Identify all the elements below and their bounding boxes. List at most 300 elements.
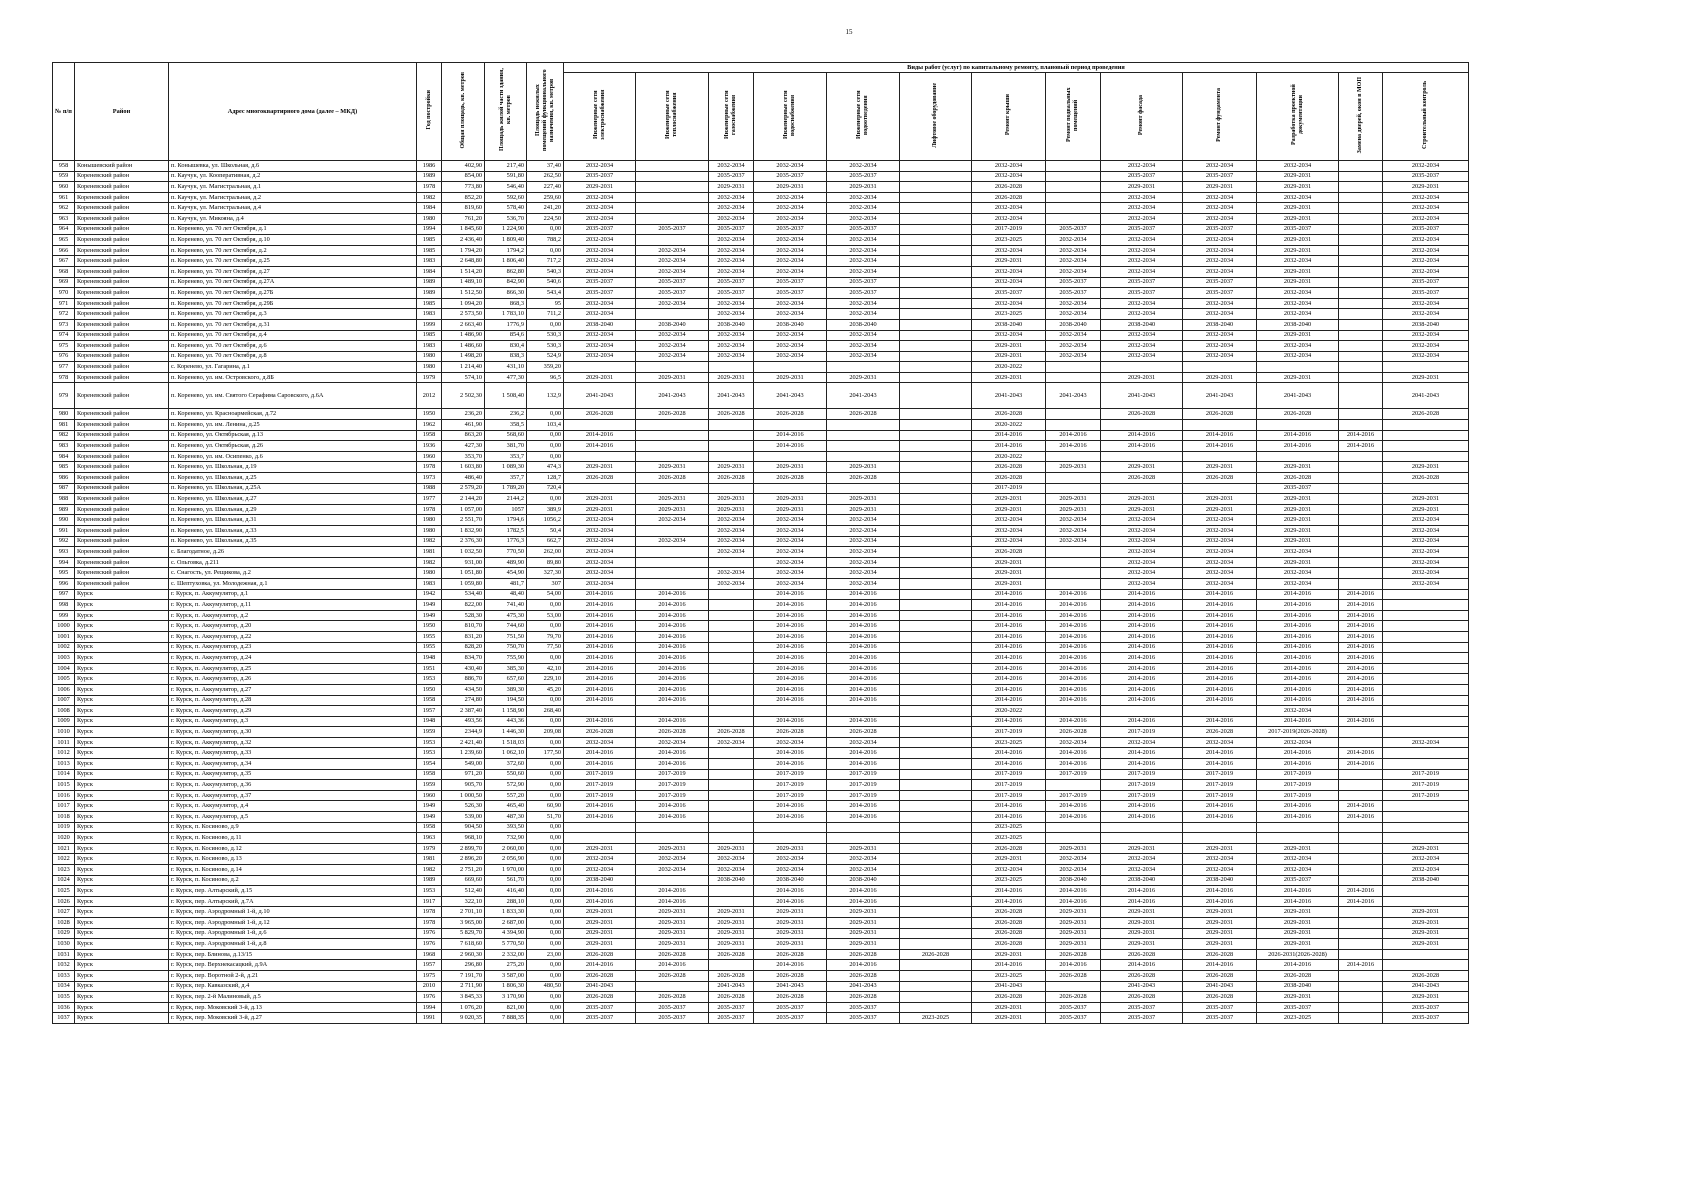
cell-work-period — [900, 769, 972, 780]
cell-area-total: 526,30 — [442, 801, 485, 812]
cell-work-period: 2035-2037 — [636, 288, 709, 299]
cell-work-period: 2035-2037 — [1257, 1002, 1339, 1013]
cell-area-nonliving: 0,00 — [527, 917, 564, 928]
col-header-work: Инженерные сети водоснабжения — [754, 73, 827, 161]
cell-work-period — [709, 769, 754, 780]
cell-area-living: 1 062,10 — [485, 748, 527, 759]
cell-work-period: 2035-2037 — [972, 288, 1046, 299]
cell-work-period — [1339, 833, 1383, 844]
cell-area-nonliving: 0,00 — [527, 939, 564, 950]
cell-work-period — [636, 441, 709, 452]
cell-work-period: 2032-2034 — [827, 536, 900, 547]
cell-work-period: 2014-2016 — [1046, 759, 1101, 770]
cell-work-period: 2014-2016 — [827, 642, 900, 653]
cell-work-period: 2017-2019 — [1257, 780, 1339, 791]
cell-work-period: 2032-2034 — [827, 854, 900, 865]
cell-work-period: 2026-2028 — [1183, 409, 1257, 420]
cell-work-period: 2035-2037 — [564, 171, 636, 182]
cell-num: 1002 — [53, 642, 75, 653]
cell-year: 1949 — [417, 812, 442, 823]
cell-work-period — [900, 568, 972, 579]
cell-work-period: 2029-2031 — [827, 907, 900, 918]
cell-work-period: 2032-2034 — [1383, 256, 1469, 267]
cell-work-period: 2014-2016 — [1339, 896, 1383, 907]
cell-work-period — [1383, 833, 1469, 844]
cell-area-total: 1 512,50 — [442, 288, 485, 299]
cell-work-period: 2014-2016 — [1339, 886, 1383, 897]
cell-area-nonliving: 0,00 — [527, 970, 564, 981]
cell-work-period: 2032-2034 — [827, 351, 900, 362]
cell-work-period: 2014-2016 — [1257, 695, 1339, 706]
cell-district: Кореневский район — [75, 515, 169, 526]
cell-area-total: 7 618,60 — [442, 939, 485, 950]
cell-work-period: 2032-2034 — [1046, 854, 1101, 865]
cell-area-nonliving: 0,00 — [527, 992, 564, 1003]
cell-work-period: 2026-2028 — [709, 992, 754, 1003]
cell-num: 990 — [53, 515, 75, 526]
cell-work-period: 2014-2016 — [636, 886, 709, 897]
cell-work-period: 2029-2031 — [636, 372, 709, 383]
cell-work-period: 2035-2037 — [564, 1002, 636, 1013]
cell-work-period: 2035-2037 — [1101, 288, 1183, 299]
col-header-work: Разработка проектной документации — [1257, 73, 1339, 161]
cell-work-period — [754, 451, 827, 462]
cell-area-total: 2 421,40 — [442, 737, 485, 748]
cell-work-period: 2032-2034 — [709, 330, 754, 341]
cell-area-nonliving: 717,2 — [527, 256, 564, 267]
cell-area-total: 3 845,33 — [442, 992, 485, 1003]
cell-year: 1950 — [417, 621, 442, 632]
table-row — [53, 277, 1469, 288]
header-row-1 — [53, 63, 1469, 73]
cell-work-period — [1339, 536, 1383, 547]
cell-work-period — [564, 420, 636, 431]
cell-work-period: 2014-2016 — [564, 589, 636, 600]
cell-work-period — [827, 420, 900, 431]
cell-area-nonliving: 0,00 — [527, 843, 564, 854]
cell-district: Кореневский район — [75, 277, 169, 288]
cell-work-period: 2014-2016 — [636, 684, 709, 695]
cell-work-period — [1046, 203, 1101, 214]
cell-num: 1016 — [53, 790, 75, 801]
cell-work-period: 2029-2031 — [1101, 917, 1183, 928]
cell-work-period — [1339, 547, 1383, 558]
cell-work-period: 2017-2019 — [1046, 769, 1101, 780]
cell-work-period: 2017-2019 — [564, 769, 636, 780]
cell-work-period: 2014-2016 — [1257, 759, 1339, 770]
cell-district: Кореневский район — [75, 536, 169, 547]
cell-work-period: 2032-2034 — [754, 351, 827, 362]
cell-num: 993 — [53, 547, 75, 558]
cell-work-period: 2014-2016 — [972, 610, 1046, 621]
cell-work-period: 2032-2034 — [1183, 266, 1257, 277]
cell-work-period — [1339, 277, 1383, 288]
cell-work-period — [1383, 886, 1469, 897]
cell-work-period — [900, 213, 972, 224]
cell-work-period: 2026-2028 — [972, 928, 1046, 939]
cell-work-period: 2029-2031 — [1257, 992, 1339, 1003]
cell-work-period — [636, 526, 709, 537]
table-row — [53, 430, 1469, 441]
cell-work-period — [709, 663, 754, 674]
cell-work-period: 2029-2031 — [709, 843, 754, 854]
cell-num: 1010 — [53, 727, 75, 738]
cell-work-period — [900, 547, 972, 558]
cell-address: п. Коренево, ул. Школьная, д.31 — [169, 515, 417, 526]
table-row — [53, 1002, 1469, 1013]
cell-work-period — [636, 171, 709, 182]
cell-district: Курск — [75, 663, 169, 674]
cell-work-period: 2014-2016 — [972, 748, 1046, 759]
cell-work-period: 2032-2034 — [1046, 865, 1101, 876]
cell-area-total: 2 579,20 — [442, 483, 485, 494]
cell-work-period — [900, 372, 972, 383]
cell-work-period — [1339, 790, 1383, 801]
cell-work-period: 2029-2031 — [1101, 928, 1183, 939]
cell-address: п. Каучук, ул. Микояна, д.4 — [169, 213, 417, 224]
table-row — [53, 939, 1469, 950]
cell-work-period: 2032-2034 — [1257, 288, 1339, 299]
cell-work-period: 2038-2040 — [1183, 875, 1257, 886]
cell-work-period: 2014-2016 — [1339, 716, 1383, 727]
cell-address: г. Курск, пер. Кавказский, д.4 — [169, 981, 417, 992]
cell-work-period: 2014-2016 — [1339, 642, 1383, 653]
cell-work-period: 2029-2031 — [1257, 917, 1339, 928]
cell-work-period: 2032-2034 — [827, 526, 900, 537]
cell-num: 1009 — [53, 716, 75, 727]
cell-work-period: 2014-2016 — [1183, 663, 1257, 674]
cell-work-period — [1339, 245, 1383, 256]
cell-work-period — [1339, 1002, 1383, 1013]
cell-work-period — [900, 759, 972, 770]
cell-area-living: 4 394,90 — [485, 928, 527, 939]
cell-work-period: 2026-2028 — [972, 462, 1046, 473]
cell-work-period — [900, 896, 972, 907]
cell-work-period: 2026-2028 — [1101, 992, 1183, 1003]
cell-work-period — [1257, 362, 1339, 373]
cell-work-period: 2029-2031 — [1257, 213, 1339, 224]
cell-area-total: 905,70 — [442, 780, 485, 791]
cell-work-period — [900, 578, 972, 589]
cell-area-nonliving: 0,00 — [527, 494, 564, 505]
cell-work-period: 2029-2031 — [1257, 494, 1339, 505]
cell-area-living: 372,60 — [485, 759, 527, 770]
cell-year: 1953 — [417, 737, 442, 748]
cell-area-nonliving: 662,7 — [527, 536, 564, 547]
cell-area-total: 834,70 — [442, 653, 485, 664]
cell-area-living: 838,3 — [485, 351, 527, 362]
cell-work-period — [709, 759, 754, 770]
cell-work-period — [900, 515, 972, 526]
cell-num: 1028 — [53, 917, 75, 928]
cell-work-period — [1339, 949, 1383, 960]
cell-area-nonliving: 132,9 — [527, 383, 564, 409]
cell-area-nonliving: 0,00 — [527, 319, 564, 330]
cell-work-period: 2014-2016 — [972, 600, 1046, 611]
cell-work-period: 2032-2034 — [1257, 309, 1339, 320]
cell-district: Кореневский район — [75, 451, 169, 462]
cell-num: 1011 — [53, 737, 75, 748]
cell-work-period: 2014-2016 — [754, 589, 827, 600]
cell-work-period: 2032-2034 — [564, 536, 636, 547]
cell-area-living: 830,4 — [485, 341, 527, 352]
cell-work-period: 2035-2037 — [709, 1002, 754, 1013]
cell-work-period — [1383, 631, 1469, 642]
cell-num: 1037 — [53, 1013, 75, 1024]
cell-year: 1954 — [417, 759, 442, 770]
cell-work-period: 2029-2031 — [1183, 504, 1257, 515]
cell-area-nonliving: 0,00 — [527, 695, 564, 706]
table-row — [53, 266, 1469, 277]
cell-work-period — [1257, 833, 1339, 844]
cell-work-period — [1339, 383, 1383, 409]
cell-area-living: 454,90 — [485, 568, 527, 579]
cell-area-nonliving: 0,00 — [527, 621, 564, 632]
table-row — [53, 362, 1469, 373]
cell-work-period — [900, 420, 972, 431]
cell-work-period — [900, 494, 972, 505]
cell-work-period — [1339, 780, 1383, 791]
cell-work-period — [709, 610, 754, 621]
cell-area-living: 1 970,00 — [485, 865, 527, 876]
cell-work-period: 2032-2034 — [1046, 256, 1101, 267]
cell-work-period — [1046, 706, 1101, 717]
cell-area-total: 236,20 — [442, 409, 485, 420]
cell-num: 963 — [53, 213, 75, 224]
cell-work-period: 2032-2034 — [1257, 568, 1339, 579]
cell-address: г. Курск, п. Косиново, д.14 — [169, 865, 417, 876]
table-row — [53, 917, 1469, 928]
cell-work-period — [1339, 843, 1383, 854]
cell-area-living: 416,40 — [485, 886, 527, 897]
cell-num: 1000 — [53, 621, 75, 632]
cell-work-period: 2026-2028 — [1183, 473, 1257, 484]
cell-work-period — [1383, 483, 1469, 494]
cell-area-nonliving: 474,3 — [527, 462, 564, 473]
cell-work-period: 2023-2025 — [972, 875, 1046, 886]
cell-district: Кореневский район — [75, 256, 169, 267]
cell-work-period: 2029-2031 — [1257, 907, 1339, 918]
cell-work-period: 2032-2034 — [1101, 854, 1183, 865]
cell-work-period: 2041-2043 — [754, 383, 827, 409]
cell-address: г. Курск, п. Аккумулятор, д.2 — [169, 610, 417, 621]
cell-work-period — [1339, 256, 1383, 267]
cell-work-period: 2038-2040 — [754, 319, 827, 330]
cell-work-period — [1339, 298, 1383, 309]
cell-district: Кореневский район — [75, 351, 169, 362]
cell-work-period: 2035-2037 — [1257, 224, 1339, 235]
cell-work-period — [1383, 706, 1469, 717]
cell-work-period: 2032-2034 — [564, 309, 636, 320]
cell-work-period — [1046, 473, 1101, 484]
cell-work-period — [709, 706, 754, 717]
cell-area-nonliving: 37,40 — [527, 161, 564, 172]
cell-work-period: 2014-2016 — [564, 684, 636, 695]
cell-year: 1980 — [417, 526, 442, 537]
cell-num: 1015 — [53, 780, 75, 791]
cell-work-period: 2032-2034 — [564, 351, 636, 362]
cell-num: 965 — [53, 235, 75, 246]
cell-work-period: 2026-2028 — [754, 992, 827, 1003]
cell-work-period: 2032-2034 — [636, 865, 709, 876]
cell-work-period — [564, 706, 636, 717]
cell-work-period: 2032-2034 — [1383, 515, 1469, 526]
cell-year: 1950 — [417, 684, 442, 695]
cell-work-period — [1339, 235, 1383, 246]
cell-work-period — [1339, 483, 1383, 494]
cell-work-period — [1383, 362, 1469, 373]
cell-work-period: 2029-2031 — [709, 462, 754, 473]
cell-area-total: 512,40 — [442, 886, 485, 897]
cell-area-total: 1 239,60 — [442, 748, 485, 759]
cell-work-period: 2032-2034 — [1383, 547, 1469, 558]
cell-work-period: 2032-2034 — [827, 341, 900, 352]
cell-work-period — [900, 504, 972, 515]
cell-work-period: 2014-2016 — [1339, 812, 1383, 823]
cell-work-period: 2026-2028 — [636, 409, 709, 420]
cell-area-nonliving: 89,80 — [527, 557, 564, 568]
cell-work-period — [1339, 213, 1383, 224]
cell-work-period: 2032-2034 — [754, 557, 827, 568]
cell-work-period: 2029-2031 — [754, 928, 827, 939]
cell-work-period: 2038-2040 — [1046, 319, 1101, 330]
cell-work-period: 2014-2016 — [827, 716, 900, 727]
cell-area-living: 1 508,40 — [485, 383, 527, 409]
cell-work-period: 2032-2034 — [1257, 161, 1339, 172]
cell-work-period: 2026-2028 — [564, 992, 636, 1003]
cell-work-period: 2035-2037 — [827, 171, 900, 182]
cell-area-nonliving: 262,50 — [527, 171, 564, 182]
cell-work-period — [1046, 161, 1101, 172]
cell-work-period: 2035-2037 — [1383, 288, 1469, 299]
cell-work-period: 2026-2028 — [709, 970, 754, 981]
cell-work-period — [1339, 182, 1383, 193]
cell-area-living: 1 809,40 — [485, 235, 527, 246]
cell-district: Кореневский район — [75, 483, 169, 494]
cell-district: Курск — [75, 621, 169, 632]
cell-work-period: 2032-2034 — [754, 266, 827, 277]
cell-work-period: 2014-2016 — [1183, 886, 1257, 897]
table-row — [53, 319, 1469, 330]
cell-work-period: 2017-2019 — [1183, 780, 1257, 791]
cell-work-period — [709, 441, 754, 452]
cell-area-nonliving: 540,6 — [527, 277, 564, 288]
cell-work-period: 2029-2031 — [1101, 939, 1183, 950]
cell-work-period: 2029-2031 — [564, 928, 636, 939]
cell-num: 966 — [53, 245, 75, 256]
cell-year: 1980 — [417, 351, 442, 362]
cell-work-period — [636, 213, 709, 224]
cell-work-period: 2032-2034 — [709, 266, 754, 277]
cell-work-period: 2014-2016 — [972, 684, 1046, 695]
cell-work-period: 2032-2034 — [827, 515, 900, 526]
cell-work-period: 2014-2016 — [754, 653, 827, 664]
cell-work-period: 2014-2016 — [1183, 748, 1257, 759]
cell-work-period — [636, 875, 709, 886]
cell-area-nonliving: 227,40 — [527, 182, 564, 193]
cell-work-period: 2014-2016 — [1183, 621, 1257, 632]
cell-address: г. Курск, п. Косиново, д.13 — [169, 854, 417, 865]
cell-work-period: 2014-2016 — [972, 801, 1046, 812]
cell-work-period — [900, 875, 972, 886]
cell-work-period: 2032-2034 — [1183, 192, 1257, 203]
cell-area-nonliving: 0,00 — [527, 907, 564, 918]
cell-area-nonliving: 229,10 — [527, 674, 564, 685]
cell-work-period — [1046, 780, 1101, 791]
cell-work-period: 2026-2028 — [564, 409, 636, 420]
cell-num: 1036 — [53, 1002, 75, 1013]
cell-area-living: 288,10 — [485, 896, 527, 907]
cell-work-period: 2014-2016 — [1257, 886, 1339, 897]
cell-work-period — [1046, 547, 1101, 558]
cell-address: г. Курск, п. Аккумулятор, д.28 — [169, 695, 417, 706]
cell-work-period: 2014-2016 — [1101, 812, 1183, 823]
cell-work-period — [1183, 451, 1257, 462]
cell-work-period: 2017-2019 — [1046, 790, 1101, 801]
cell-area-living: 477,30 — [485, 372, 527, 383]
cell-work-period — [1383, 642, 1469, 653]
cell-work-period: 2014-2016 — [1183, 801, 1257, 812]
cell-area-nonliving: 1056,2 — [527, 515, 564, 526]
cell-work-period: 2032-2034 — [1183, 298, 1257, 309]
cell-year: 1980 — [417, 362, 442, 373]
cell-work-period — [1101, 483, 1183, 494]
cell-work-period: 2014-2016 — [1257, 960, 1339, 971]
cell-work-period: 2029-2031 — [709, 928, 754, 939]
cell-work-period — [1339, 330, 1383, 341]
cell-work-period: 2032-2034 — [564, 213, 636, 224]
cell-address: п. Коренево, ул. 70 лет Октября, д.27А — [169, 277, 417, 288]
cell-work-period — [1339, 854, 1383, 865]
cell-work-period — [1339, 192, 1383, 203]
cell-work-period: 2035-2037 — [564, 1013, 636, 1024]
col-header-work: Инженерные сети водоотведения — [827, 73, 900, 161]
cell-work-period: 2032-2034 — [564, 557, 636, 568]
cell-work-period — [900, 886, 972, 897]
cell-work-period — [1383, 674, 1469, 685]
cell-area-living: 2 056,90 — [485, 854, 527, 865]
cell-area-nonliving: 60,90 — [527, 801, 564, 812]
cell-work-period: 2032-2034 — [827, 547, 900, 558]
table-row — [53, 780, 1469, 791]
cell-work-period — [754, 483, 827, 494]
cell-work-period: 2014-2016 — [1183, 812, 1257, 823]
cell-year: 1953 — [417, 748, 442, 759]
cell-address: п. Коренево, ул. Красноармейская, д.72 — [169, 409, 417, 420]
cell-work-period: 2014-2016 — [1183, 430, 1257, 441]
cell-work-period: 2032-2034 — [1101, 737, 1183, 748]
cell-work-period — [754, 362, 827, 373]
cell-work-period: 2032-2034 — [1257, 854, 1339, 865]
cell-work-period: 2014-2016 — [972, 812, 1046, 823]
cell-district: Кореневский район — [75, 341, 169, 352]
cell-work-period: 2032-2034 — [1101, 192, 1183, 203]
cell-area-nonliving: 103,4 — [527, 420, 564, 431]
table-row — [53, 875, 1469, 886]
table-row — [53, 288, 1469, 299]
cell-district: Кореневский район — [75, 330, 169, 341]
cell-district: Курск — [75, 684, 169, 695]
cell-work-period — [1183, 706, 1257, 717]
cell-address: г. Курск, п. Аккумулятор, д.23 — [169, 642, 417, 653]
cell-work-period: 2032-2034 — [1101, 298, 1183, 309]
cell-work-period — [636, 547, 709, 558]
cell-work-period — [900, 589, 972, 600]
cell-work-period: 2035-2037 — [709, 1013, 754, 1024]
cell-work-period: 2029-2031 — [564, 917, 636, 928]
cell-district: Курск — [75, 865, 169, 876]
table-row — [53, 245, 1469, 256]
